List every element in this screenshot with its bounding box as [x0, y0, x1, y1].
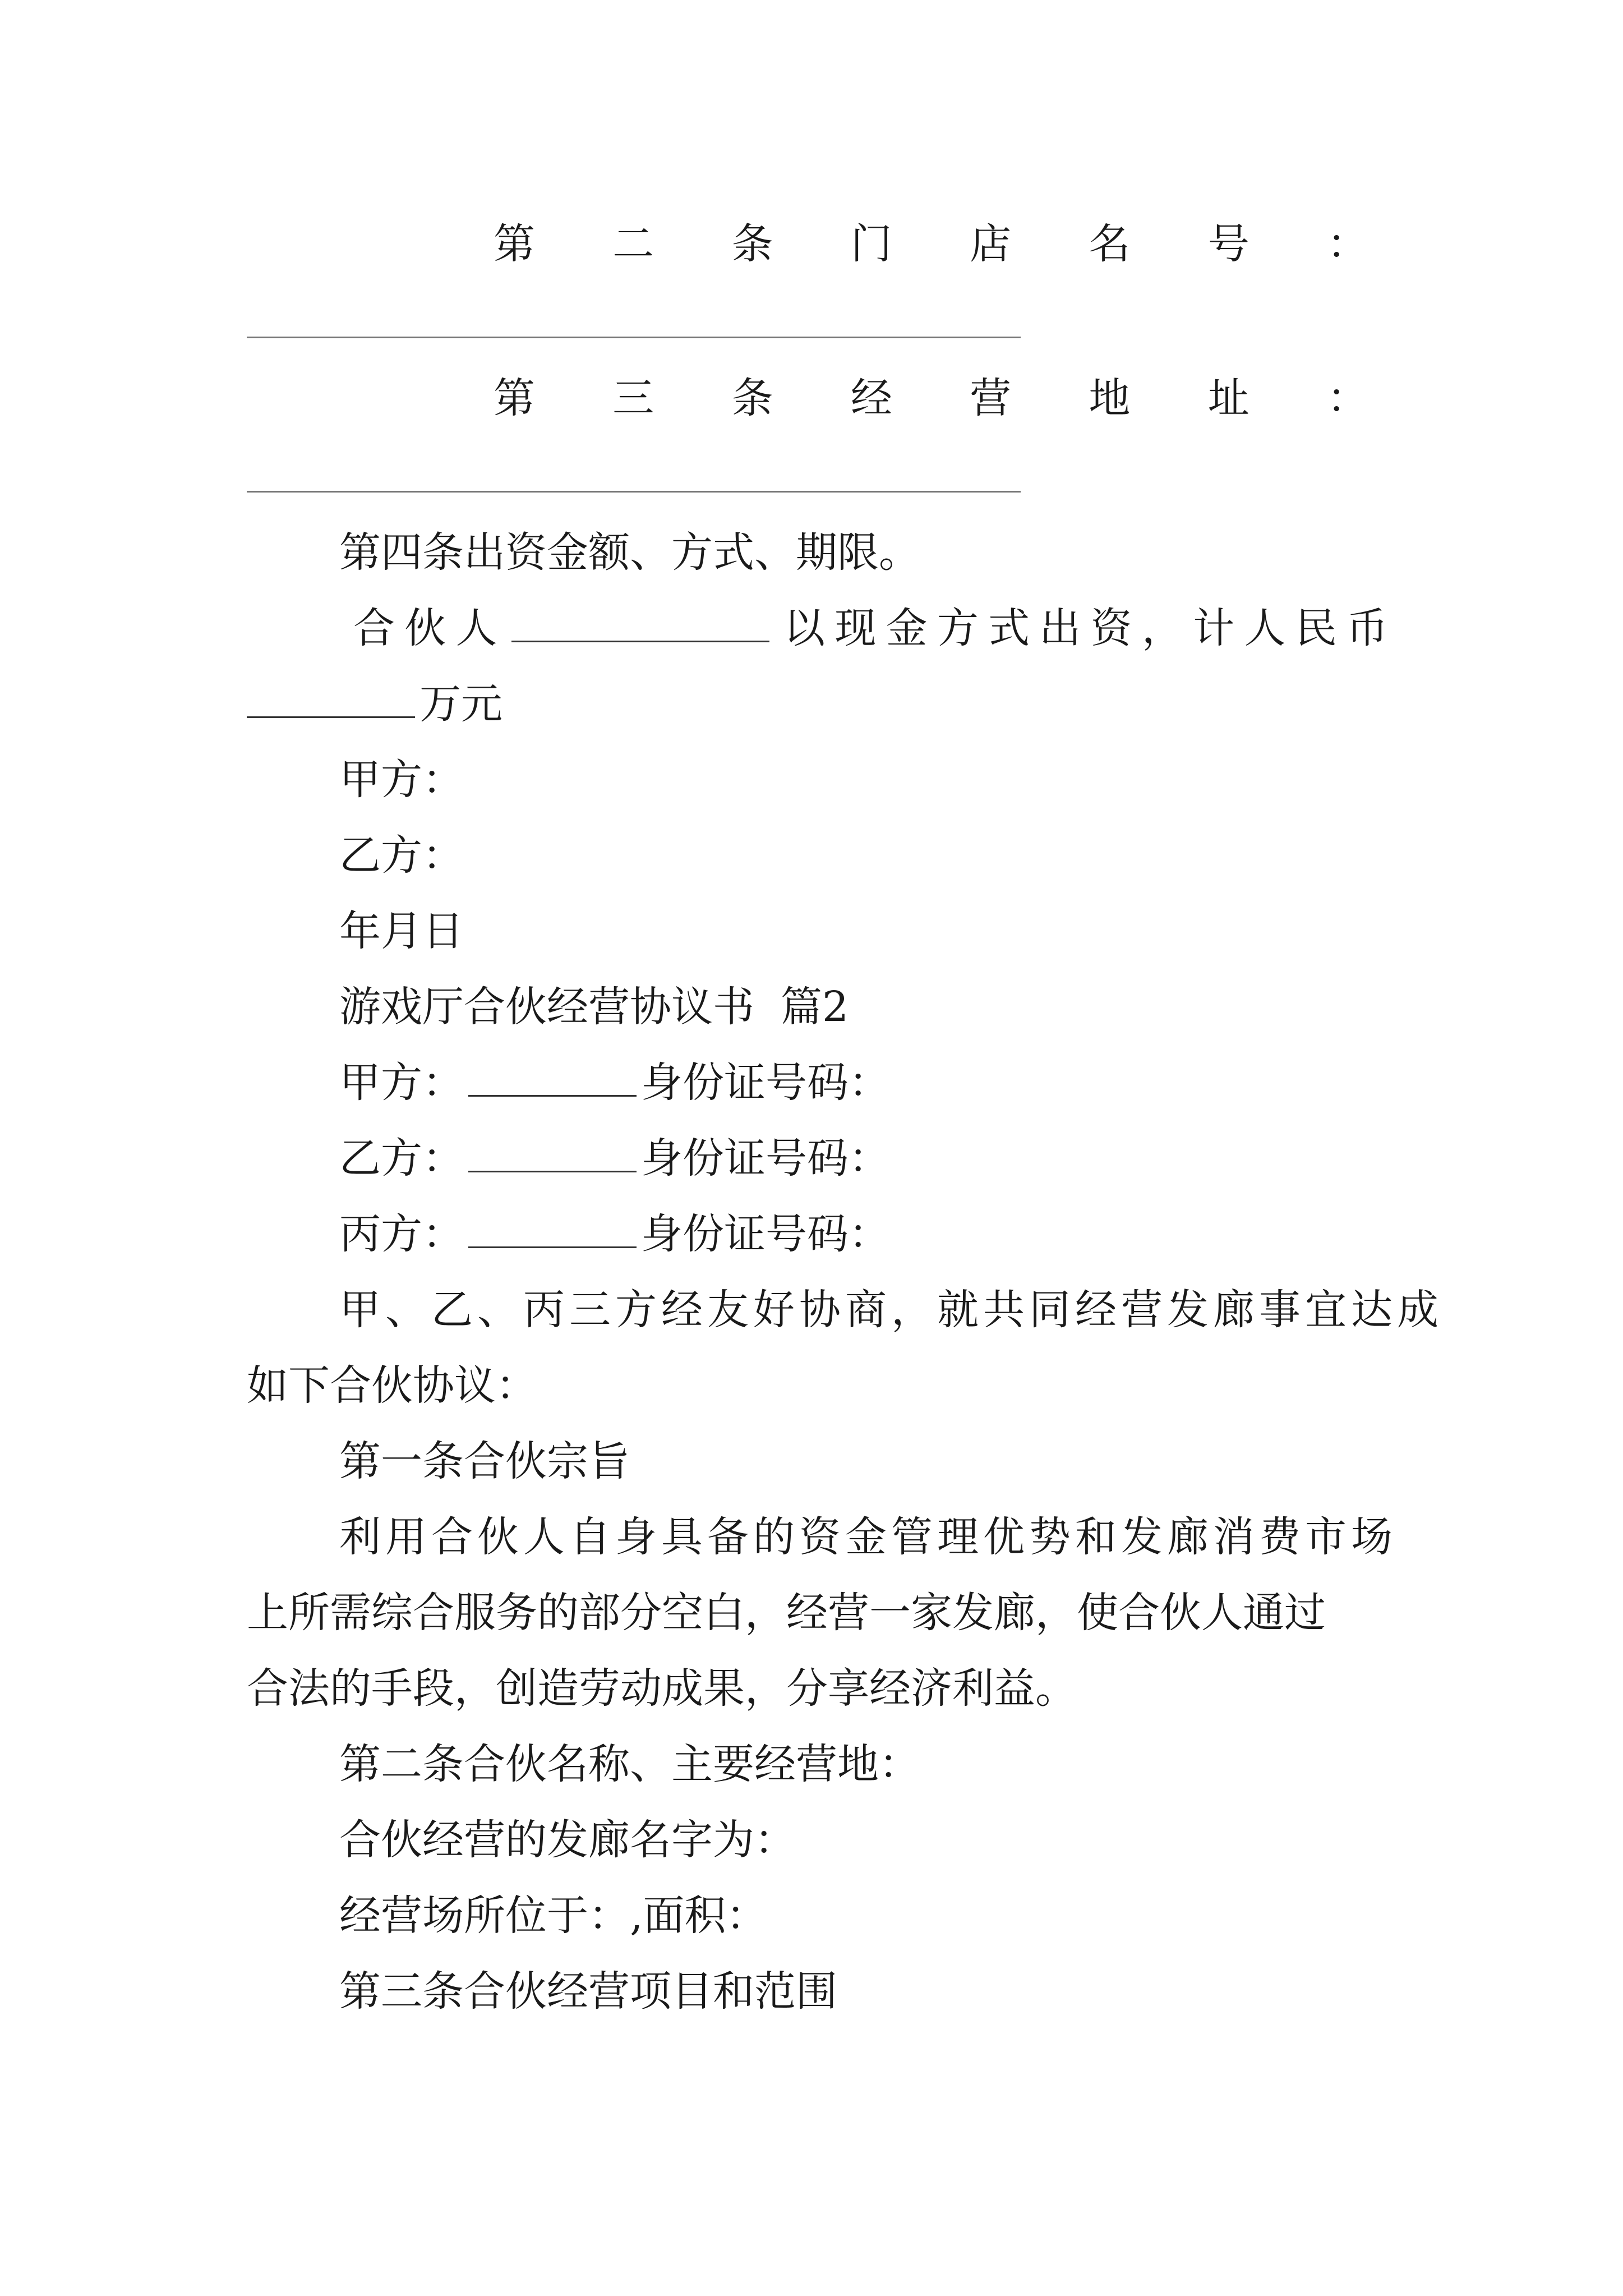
char: 方: [937, 604, 979, 652]
id-label: 身份证号码：: [641, 1134, 890, 1182]
char: 三: [612, 374, 654, 422]
char: 金: [886, 604, 928, 652]
article-1-text-line-2: 上所需综合服务的部分空白，经营一家发廊，使合伙人通过: [247, 1589, 1326, 1637]
char: 条: [731, 374, 773, 422]
address-blank-rule: [247, 491, 1021, 493]
char: 合: [353, 604, 395, 652]
intro-paragraph-line-1: 甲、乙、丙三方经友好协商，就共同经营发廊事宜达成: [339, 1286, 1443, 1334]
intro-paragraph-line-2: 如下合伙协议：: [247, 1361, 537, 1410]
store-name-blank-rule: [247, 337, 1021, 338]
article-4-heading: 第四条出资金额、方式、期限。: [339, 528, 920, 577]
article-2-name-line: 合伙经营的发廊名字为：: [339, 1816, 796, 1864]
party-label: 甲方：: [339, 1059, 464, 1107]
char: 计: [1193, 604, 1235, 652]
article-2-store-name-line: [494, 216, 1368, 272]
signature-party-a: 甲方：: [339, 756, 464, 804]
article-1-text-line-1: 利用合伙人自身具备的资金管理优势和发廊消费市场: [339, 1513, 1397, 1561]
partner-contribution-line: [353, 600, 1388, 656]
amount-unit: 万元: [419, 680, 502, 728]
section-title: 游戏厅合伙经营协议书 篇2: [339, 983, 849, 1031]
char: 式: [988, 604, 1030, 652]
id-label: 身份证号码：: [641, 1210, 890, 1258]
char: 民: [1295, 604, 1337, 652]
party-name-blank: [468, 1131, 637, 1172]
char: 伙: [404, 604, 446, 652]
party-c-id-line: [339, 1206, 890, 1262]
article-2-heading: 第二条合伙名称、主要经营地：: [339, 1740, 920, 1788]
party-label: 丙方：: [339, 1210, 464, 1258]
id-label: 身份证号码：: [641, 1059, 890, 1107]
article-3-heading: 第三条合伙经营项目和范围: [339, 1967, 837, 2016]
char: 第: [494, 374, 535, 422]
char: 号: [1207, 220, 1249, 268]
char: 经: [850, 374, 892, 422]
party-name-blank: [468, 1056, 637, 1097]
signature-date: 年月日: [339, 907, 464, 955]
char: 条: [731, 220, 773, 268]
char: 门: [850, 220, 892, 268]
article-3-address-line: [494, 370, 1368, 426]
char: 以: [783, 604, 826, 652]
char: ：: [1326, 374, 1368, 422]
char: 址: [1207, 374, 1249, 422]
amount-line: [247, 676, 502, 732]
char: 人: [1244, 604, 1286, 652]
article-1-text-line-3: 合法的手段，创造劳动成果，分享经济利益。: [247, 1664, 1077, 1713]
party-b-id-line: [339, 1130, 890, 1186]
char: 币: [1346, 604, 1388, 652]
char: 名: [1089, 220, 1131, 268]
char: 人: [455, 604, 497, 652]
char: 第: [494, 220, 535, 268]
char: 资: [1090, 604, 1132, 652]
partner-name-blank: [511, 601, 769, 642]
article-1-heading: 第一条合伙宗旨: [339, 1437, 630, 1485]
char: 出: [1039, 604, 1081, 652]
party-label: 乙方：: [339, 1134, 464, 1182]
char: 店: [970, 220, 1012, 268]
article-2-location-line: 经营场所位于：,面积：: [339, 1892, 768, 1940]
signature-party-b: 乙方：: [339, 831, 464, 880]
party-a-id-line: [339, 1055, 890, 1111]
char: 现: [834, 604, 877, 652]
char: 二: [612, 220, 654, 268]
char: 营: [970, 374, 1012, 422]
char: 地: [1089, 374, 1131, 422]
char: ：: [1326, 220, 1368, 268]
char: ，: [1141, 604, 1183, 652]
amount-blank: [247, 677, 415, 718]
party-name-blank: [468, 1207, 637, 1248]
